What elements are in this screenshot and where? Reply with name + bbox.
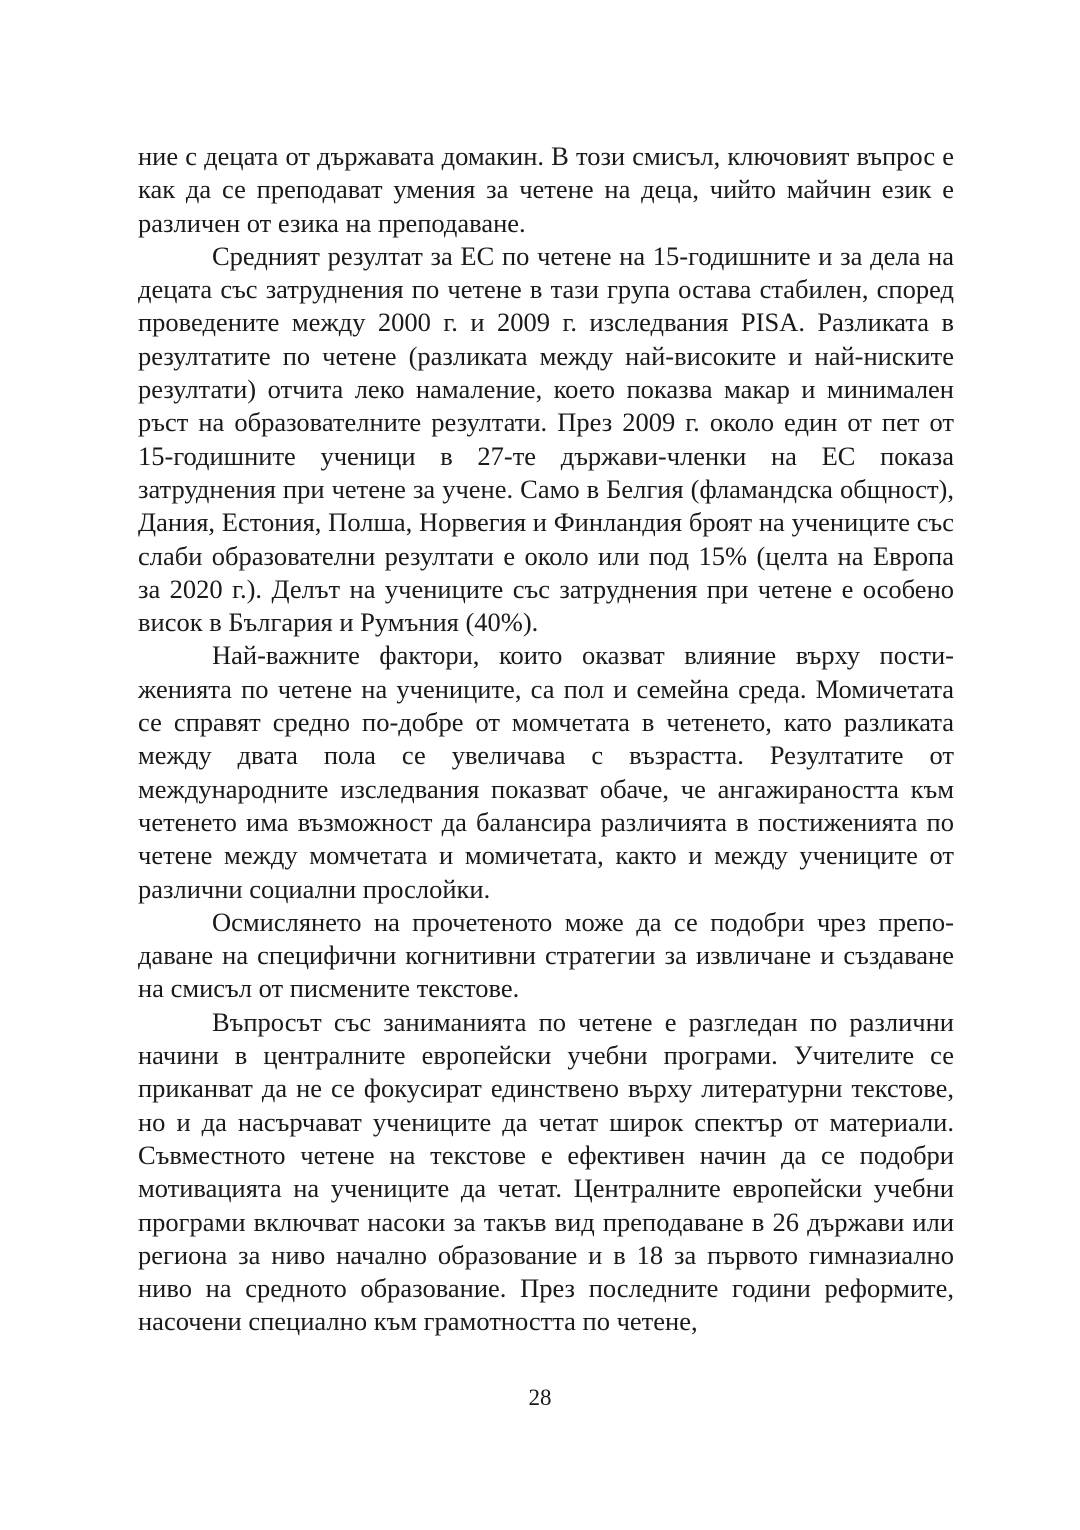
document-body [138, 140, 954, 1339]
paragraph-4: Осмислянето на прочетеното може да се подобри чрез преподаване на специфични когнитивни стратегии за извличане и създаване на смисъл от писмените текстове. [138, 906, 954, 1004]
paragraph-1: ние с децата от държавата домакин. В този смисъл, ключовият въпрос е как да се преподават умения за четене на деца, чийто майчин език е различен от езика на преподаване. [138, 141, 954, 238]
paragraph-5: Въпросът със заниманията по четене е разгледан по различни начини в централните европейски учебни програми. Учителите се приканват да не се фокусират единствено върху литературни текстове, но и да насърчават учениците да четат широк спектър от материали. Съвместното четене на текстове е ефективен начин да се подобри мотивацията на учениците да четат. Централните европейски учебни програми включват насоки за такъв вид преподаване в 26 държави или региона за ниво начално образование и в 18 за първото гимназиално ниво на средното образование. През последните години реформите, насочени специално към грамотността по четене, [138, 1006, 954, 1337]
paragraph-2: Средният резултат за ЕС по четене на 15-годишните и за дела на децата със затруднения по четене в тази група остава стабилен, според проведените между 2000 г. и 2009 г. изследвания PISA. Разликата в резултатите по четене (разликата между най-високите и най-ниските резултати) отчита леко намаление, което показва макар и минимален ръст на образователните резултати. През 2009 г. около един от пет от 15-годишните ученици в 27-те държави-членки на ЕС показа затруднения при четене за учене. Само в Белгия (фламандска общност), Дания, Естония, Полша, Норвегия и Финландия броят на учениците със слаби образователни резултати е около или под 15% (целта на Европа за 2020 г.). Делът на учениците със затруднения при четене е особено висок в България и Румъния (40%). [138, 240, 954, 638]
paragraph-3: Най-важните фактори, които оказват влияние върху постиженията по четене на учениците, са пол и семейна среда. Момичетата се справят средно по-добре от момчетата в четенето, като разликата между двата пола се увеличава с възрастта. Резултатите от международните изследвания показват обаче, че ангажираността към четенето има възможност да балансира различията в постиженията по четене между момчетата и момичетата, както и между учениците от различни социални прослойки. [138, 640, 954, 904]
page-number: 28 [528, 1385, 552, 1410]
